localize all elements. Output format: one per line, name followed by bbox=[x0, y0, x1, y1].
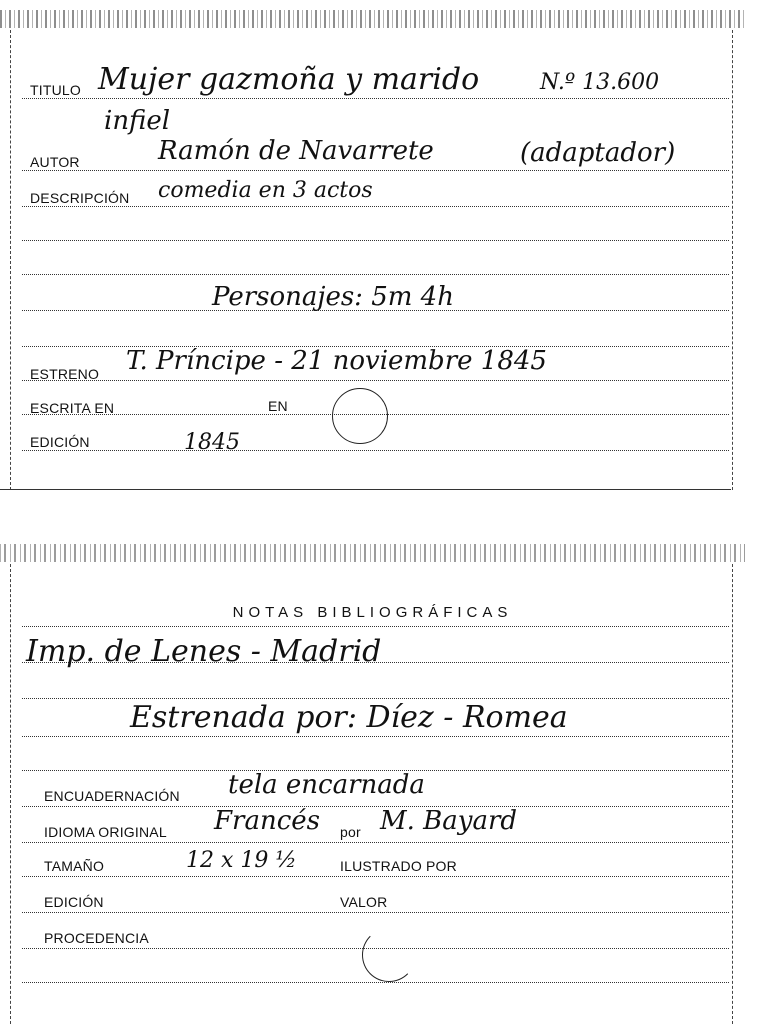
ruled-line bbox=[22, 912, 729, 913]
card-left-border bbox=[10, 564, 11, 1024]
stamp-circle bbox=[332, 388, 388, 444]
encuadernacion-value: tela encarnada bbox=[228, 770, 425, 800]
ruled-line bbox=[22, 876, 729, 877]
titulo-label: TITULO bbox=[30, 82, 81, 98]
ruled-line bbox=[22, 170, 729, 171]
card-left-border bbox=[10, 30, 11, 490]
ruled-line bbox=[22, 736, 729, 737]
titulo-value-line2: infiel bbox=[104, 106, 171, 136]
valor-label: VALOR bbox=[340, 894, 388, 910]
ruled-line bbox=[22, 450, 729, 451]
por-value: M. Bayard bbox=[380, 806, 518, 836]
estreno-label: ESTRENO bbox=[30, 366, 100, 382]
tamano-label: TAMAÑO bbox=[44, 858, 105, 874]
card-bottom-edge bbox=[0, 489, 731, 490]
descripcion-label: DESCRIPCIÓN bbox=[30, 190, 130, 206]
ruled-line bbox=[22, 982, 729, 983]
ruled-line bbox=[22, 98, 729, 99]
autor-note: (adaptador) bbox=[520, 138, 676, 168]
autor-value: Ramón de Navarrete bbox=[158, 136, 434, 166]
ruled-line bbox=[22, 842, 729, 843]
idioma-original-value: Francés bbox=[214, 806, 321, 836]
personajes-value: Personajes: 5m 4h bbox=[212, 282, 454, 312]
edicion-label: EDICIÓN bbox=[44, 894, 104, 910]
ilustrado-por-label: ILUSTRADO POR bbox=[340, 858, 457, 874]
numero-value: N.º 13.600 bbox=[540, 70, 660, 95]
idioma-original-label: IDIOMA ORIGINAL bbox=[44, 824, 167, 840]
tamano-value: 12 x 19 ½ bbox=[186, 848, 297, 873]
card-top-edge bbox=[0, 544, 745, 562]
card-right-border bbox=[732, 30, 733, 490]
por-label: por bbox=[340, 824, 361, 840]
ruled-line bbox=[22, 206, 729, 207]
ruled-line bbox=[22, 626, 729, 627]
ruled-line bbox=[22, 240, 729, 241]
en-label: EN bbox=[268, 398, 288, 414]
ruled-line bbox=[22, 380, 729, 381]
ruled-line bbox=[22, 698, 729, 699]
titulo-value: Mujer gazmoña y marido bbox=[98, 62, 480, 97]
edicion-value: 1845 bbox=[184, 430, 240, 455]
card-right-border bbox=[732, 564, 733, 1024]
escrita-en-label: ESCRITA EN bbox=[30, 400, 115, 416]
estreno-value: T. Príncipe - 21 noviembre 1845 bbox=[126, 346, 547, 376]
procedencia-label: PROCEDENCIA bbox=[44, 930, 149, 946]
descripcion-value: comedia en 3 actos bbox=[158, 178, 373, 203]
encuadernacion-label: ENCUADERNACIÓN bbox=[44, 788, 180, 804]
stamp-arc bbox=[362, 928, 416, 982]
ruled-line bbox=[22, 274, 729, 275]
nota-estreno: Estrenada por: Díez - Romea bbox=[130, 700, 568, 735]
nota-imprenta: Imp. de Lenes - Madrid bbox=[26, 634, 382, 669]
edicion-label: EDICIÓN bbox=[30, 434, 90, 450]
autor-label: AUTOR bbox=[30, 154, 80, 170]
ruled-line bbox=[22, 806, 729, 807]
notas-heading: NOTAS BIBLIOGRÁFICAS bbox=[232, 604, 513, 621]
card-top-edge bbox=[0, 10, 745, 28]
catalog-card-front bbox=[0, 10, 745, 490]
catalog-card-back bbox=[0, 544, 745, 1024]
